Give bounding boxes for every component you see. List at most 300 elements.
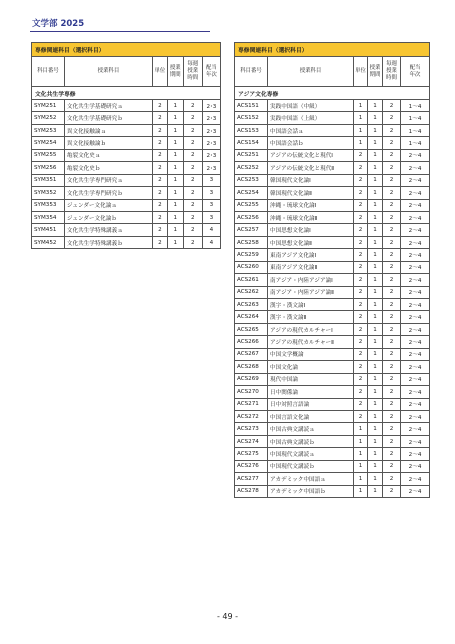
course-period: 1 xyxy=(368,236,383,248)
course-name: アジアの現代カルチャーⅡ xyxy=(268,336,354,348)
course-name: アジアの伝統文化と現代Ⅰ xyxy=(268,149,354,161)
course-period: 1 xyxy=(167,100,183,112)
course-credits: 2 xyxy=(354,336,368,348)
course-code: ACS270 xyxy=(235,386,268,398)
column-header-period: 授業 期間 xyxy=(368,57,383,87)
table-row xyxy=(235,211,430,223)
table-row xyxy=(235,473,430,485)
course-year: 1～4 xyxy=(401,112,430,124)
course-period: 1 xyxy=(368,348,383,360)
table-row xyxy=(32,236,221,248)
column-header-year: 配当 年次 xyxy=(401,57,430,87)
column-header-code: 科目番号 xyxy=(235,57,268,87)
course-code: ACS253 xyxy=(235,174,268,186)
course-credits: 2 xyxy=(354,348,368,360)
course-name: ジェンダー文化論ｂ xyxy=(64,211,152,223)
table-row xyxy=(235,174,430,186)
course-name: 文化共生学特殊講義ｂ xyxy=(64,236,152,248)
course-year: 2～4 xyxy=(401,435,430,447)
course-code: ACS265 xyxy=(235,323,268,335)
course-code: SYM354 xyxy=(32,211,65,223)
table-row xyxy=(32,149,221,161)
course-credits: 2 xyxy=(354,373,368,385)
course-credits: 2 xyxy=(152,174,167,186)
table-row xyxy=(235,348,430,360)
course-credits: 2 xyxy=(152,211,167,223)
course-weekly-hours: 2 xyxy=(383,386,401,398)
left-course-table xyxy=(31,42,221,249)
table-row xyxy=(235,485,430,497)
course-year: 3 xyxy=(202,174,220,186)
course-name: アカデミック中国語ｂ xyxy=(268,485,354,497)
course-credits: 1 xyxy=(354,485,368,497)
course-period: 1 xyxy=(368,299,383,311)
course-year: 2～4 xyxy=(401,162,430,174)
course-period: 1 xyxy=(167,224,183,236)
course-credits: 2 xyxy=(152,124,167,136)
table-row xyxy=(32,224,221,236)
course-credits: 1 xyxy=(354,460,368,472)
course-code: ACS268 xyxy=(235,361,268,373)
course-credits: 2 xyxy=(354,199,368,211)
course-code: ACS275 xyxy=(235,448,268,460)
table-row xyxy=(32,137,221,149)
course-name: 韓国現代文化論Ⅰ xyxy=(268,174,354,186)
course-name: アジアの現代カルチャーⅠ xyxy=(268,323,354,335)
page-header xyxy=(30,14,210,32)
course-weekly-hours: 2 xyxy=(383,361,401,373)
course-credits: 2 xyxy=(354,236,368,248)
column-header-weekly: 毎週 授業 時間 xyxy=(183,57,202,87)
course-name: 亀裂文化史ｂ xyxy=(64,162,152,174)
course-period: 1 xyxy=(167,137,183,149)
course-period: 1 xyxy=(368,112,383,124)
course-period: 1 xyxy=(368,137,383,149)
course-credits: 2 xyxy=(152,224,167,236)
course-year: 2～4 xyxy=(401,398,430,410)
course-weekly-hours: 2 xyxy=(383,124,401,136)
course-weekly-hours: 2 xyxy=(383,473,401,485)
course-period: 1 xyxy=(368,224,383,236)
course-name: アジアの伝統文化と現代Ⅱ xyxy=(268,162,354,174)
course-code: ACS273 xyxy=(235,423,268,435)
course-credits: 2 xyxy=(354,162,368,174)
table-row xyxy=(235,299,430,311)
course-credits: 2 xyxy=(354,410,368,422)
course-credits: 2 xyxy=(152,112,167,124)
course-weekly-hours: 2 xyxy=(183,174,202,186)
course-year: 2～4 xyxy=(401,249,430,261)
course-period: 1 xyxy=(368,149,383,161)
right-course-table xyxy=(234,42,430,498)
course-credits: 2 xyxy=(354,361,368,373)
course-weekly-hours: 2 xyxy=(383,348,401,360)
course-credits: 2 xyxy=(354,299,368,311)
course-period: 1 xyxy=(368,323,383,335)
course-name: 中国語会話ｂ xyxy=(268,137,354,149)
course-year: 2～4 xyxy=(401,323,430,335)
course-period: 1 xyxy=(368,410,383,422)
table-row xyxy=(235,112,430,124)
course-credits: 1 xyxy=(354,112,368,124)
table-row xyxy=(32,199,221,211)
course-weekly-hours: 2 xyxy=(383,162,401,174)
course-credits: 1 xyxy=(354,473,368,485)
table-row xyxy=(235,199,430,211)
course-weekly-hours: 2 xyxy=(383,423,401,435)
course-code: SYM256 xyxy=(32,162,65,174)
table-row xyxy=(235,423,430,435)
course-name: 日中関係論 xyxy=(268,386,354,398)
course-name: 中国思想文化論Ⅰ xyxy=(268,224,354,236)
course-weekly-hours: 2 xyxy=(383,261,401,273)
course-weekly-hours: 2 xyxy=(383,224,401,236)
course-year: 2～4 xyxy=(401,473,430,485)
table-row xyxy=(32,174,221,186)
course-name: 日中対照言語論 xyxy=(268,398,354,410)
course-period: 1 xyxy=(368,174,383,186)
table-row xyxy=(235,261,430,273)
course-year: 3 xyxy=(202,187,220,199)
course-credits: 2 xyxy=(354,274,368,286)
course-weekly-hours: 2 xyxy=(383,187,401,199)
course-weekly-hours: 2 xyxy=(383,199,401,211)
course-period: 1 xyxy=(368,249,383,261)
course-year: 2～4 xyxy=(401,299,430,311)
table-row xyxy=(235,361,430,373)
table-row xyxy=(235,336,430,348)
course-code: ACS269 xyxy=(235,373,268,385)
course-period: 1 xyxy=(167,236,183,248)
course-code: ACS274 xyxy=(235,435,268,447)
course-code: ACS152 xyxy=(235,112,268,124)
course-code: ACS258 xyxy=(235,236,268,248)
course-year: 2･3 xyxy=(202,124,220,136)
course-code: SYM351 xyxy=(32,174,65,186)
course-weekly-hours: 2 xyxy=(183,224,202,236)
course-period: 1 xyxy=(167,112,183,124)
course-period: 1 xyxy=(368,473,383,485)
course-credits: 2 xyxy=(354,211,368,223)
course-code: ACS260 xyxy=(235,261,268,273)
table-row xyxy=(32,124,221,136)
column-header-weekly: 毎週 授業 時間 xyxy=(383,57,401,87)
course-name: 文化共生学基礎研究ｂ xyxy=(64,112,152,124)
course-weekly-hours: 2 xyxy=(383,112,401,124)
course-period: 1 xyxy=(368,373,383,385)
course-code: ACS276 xyxy=(235,460,268,472)
course-name: 実践中国語（上級） xyxy=(268,112,354,124)
course-name: 中国古典文講読ａ xyxy=(268,423,354,435)
course-weekly-hours: 2 xyxy=(383,274,401,286)
course-code: ACS153 xyxy=(235,124,268,136)
course-year: 3 xyxy=(202,199,220,211)
course-name: 南アジア・内陸アジア論Ⅱ xyxy=(268,286,354,298)
course-credits: 2 xyxy=(354,386,368,398)
course-weekly-hours: 2 xyxy=(383,398,401,410)
course-name: 中国文化論 xyxy=(268,361,354,373)
course-credits: 2 xyxy=(152,149,167,161)
course-code: ACS266 xyxy=(235,336,268,348)
course-code: ACS264 xyxy=(235,311,268,323)
course-weekly-hours: 2 xyxy=(183,100,202,112)
course-name: 文化共生学基礎研究ａ xyxy=(64,100,152,112)
course-period: 1 xyxy=(368,361,383,373)
course-year: 1～4 xyxy=(401,137,430,149)
course-code: ACS263 xyxy=(235,299,268,311)
course-year: 2～4 xyxy=(401,485,430,497)
course-code: ACS251 xyxy=(235,149,268,161)
course-weekly-hours: 2 xyxy=(183,236,202,248)
course-year: 2～4 xyxy=(401,448,430,460)
course-period: 1 xyxy=(368,448,383,460)
course-name: ジェンダー文化論ａ xyxy=(64,199,152,211)
course-name: 実践中国語（中級） xyxy=(268,100,354,112)
course-year: 2～4 xyxy=(401,311,430,323)
course-code: SYM353 xyxy=(32,199,65,211)
course-weekly-hours: 2 xyxy=(383,485,401,497)
course-credits: 2 xyxy=(152,187,167,199)
table-row xyxy=(235,124,430,136)
course-code: ACS271 xyxy=(235,398,268,410)
course-period: 1 xyxy=(368,386,383,398)
table-row xyxy=(235,460,430,472)
course-code: SYM452 xyxy=(32,236,65,248)
column-header-credits: 単位 xyxy=(354,57,368,87)
course-code: ACS259 xyxy=(235,249,268,261)
course-year: 2～4 xyxy=(401,199,430,211)
course-period: 1 xyxy=(368,435,383,447)
course-period: 1 xyxy=(368,286,383,298)
course-year: 2･3 xyxy=(202,149,220,161)
table-row xyxy=(235,386,430,398)
table-row xyxy=(235,323,430,335)
course-code: ACS267 xyxy=(235,348,268,360)
course-credits: 2 xyxy=(354,286,368,298)
column-header-subject: 授業科目 xyxy=(64,57,152,87)
course-name: 異文化接触論ａ xyxy=(64,124,152,136)
course-year: 2～4 xyxy=(401,149,430,161)
course-weekly-hours: 2 xyxy=(183,137,202,149)
course-weekly-hours: 2 xyxy=(183,187,202,199)
course-weekly-hours: 2 xyxy=(383,336,401,348)
table-row xyxy=(235,311,430,323)
course-period: 1 xyxy=(368,261,383,273)
course-name: 現代中国論 xyxy=(268,373,354,385)
course-year: 2～4 xyxy=(401,274,430,286)
course-weekly-hours: 2 xyxy=(383,448,401,460)
course-name: 異文化接触論ｂ xyxy=(64,137,152,149)
course-weekly-hours: 2 xyxy=(383,174,401,186)
right-table-title: 専修関連科目（選択科目） xyxy=(235,43,430,57)
right-section-heading: アジア文化専修 xyxy=(235,87,430,100)
course-period: 1 xyxy=(368,336,383,348)
course-period: 1 xyxy=(368,124,383,136)
course-credits: 2 xyxy=(354,261,368,273)
course-name: 文化共生学専門研究ａ xyxy=(64,174,152,186)
course-credits: 2 xyxy=(354,149,368,161)
course-code: ACS278 xyxy=(235,485,268,497)
course-weekly-hours: 2 xyxy=(183,149,202,161)
course-name: 中国言語文化論 xyxy=(268,410,354,422)
table-row xyxy=(235,373,430,385)
course-year: 2～4 xyxy=(401,386,430,398)
course-weekly-hours: 2 xyxy=(383,460,401,472)
table-row xyxy=(32,187,221,199)
course-name: 漢字・漢文論Ⅱ xyxy=(268,311,354,323)
course-credits: 1 xyxy=(354,124,368,136)
course-name: 中国語会話ａ xyxy=(268,124,354,136)
course-period: 1 xyxy=(368,199,383,211)
table-row xyxy=(235,435,430,447)
table-row xyxy=(235,448,430,460)
course-code: ACS261 xyxy=(235,274,268,286)
course-year: 2･3 xyxy=(202,100,220,112)
table-row xyxy=(235,286,430,298)
course-period: 1 xyxy=(368,211,383,223)
course-weekly-hours: 2 xyxy=(183,211,202,223)
course-period: 1 xyxy=(368,485,383,497)
course-year: 2～4 xyxy=(401,373,430,385)
course-weekly-hours: 2 xyxy=(183,112,202,124)
course-name: アカデミック中国語ａ xyxy=(268,473,354,485)
course-year: 2～4 xyxy=(401,410,430,422)
course-year: 2～4 xyxy=(401,361,430,373)
course-weekly-hours: 2 xyxy=(383,211,401,223)
course-code: ACS154 xyxy=(235,137,268,149)
page-header-title: 文学部 2025 xyxy=(32,19,85,29)
course-year: 2～4 xyxy=(401,187,430,199)
course-year: 2～4 xyxy=(401,261,430,273)
table-row xyxy=(235,149,430,161)
course-year: 2～4 xyxy=(401,423,430,435)
course-weekly-hours: 2 xyxy=(383,286,401,298)
course-name: 沖縄・琉球文化論Ⅰ xyxy=(268,199,354,211)
course-credits: 2 xyxy=(152,162,167,174)
course-year: 2･3 xyxy=(202,137,220,149)
table-row xyxy=(235,137,430,149)
course-name: 文化共生学特殊講義ａ xyxy=(64,224,152,236)
course-credits: 2 xyxy=(354,187,368,199)
course-year: 1～4 xyxy=(401,124,430,136)
course-code: SYM252 xyxy=(32,112,65,124)
course-name: 中国現代文講読ａ xyxy=(268,448,354,460)
course-code: ACS254 xyxy=(235,187,268,199)
course-period: 1 xyxy=(368,187,383,199)
course-weekly-hours: 2 xyxy=(383,410,401,422)
table-row xyxy=(32,100,221,112)
course-name: 東南アジア文化論Ⅱ xyxy=(268,261,354,273)
course-period: 1 xyxy=(368,460,383,472)
table-row xyxy=(32,211,221,223)
course-period: 1 xyxy=(167,174,183,186)
course-code: ACS272 xyxy=(235,410,268,422)
course-period: 1 xyxy=(368,162,383,174)
course-weekly-hours: 2 xyxy=(383,236,401,248)
course-credits: 2 xyxy=(152,100,167,112)
course-code: ACS257 xyxy=(235,224,268,236)
course-period: 1 xyxy=(167,149,183,161)
course-credits: 2 xyxy=(354,311,368,323)
course-weekly-hours: 2 xyxy=(383,249,401,261)
course-period: 1 xyxy=(167,211,183,223)
course-weekly-hours: 2 xyxy=(383,149,401,161)
course-year: 2･3 xyxy=(202,112,220,124)
course-period: 1 xyxy=(167,199,183,211)
table-row xyxy=(235,224,430,236)
table-row xyxy=(235,100,430,112)
table-row xyxy=(235,398,430,410)
course-credits: 1 xyxy=(354,137,368,149)
course-name: 文化共生学専門研究ｂ xyxy=(64,187,152,199)
course-credits: 2 xyxy=(354,174,368,186)
left-section-heading: 文化共生学専修 xyxy=(32,87,221,100)
course-year: 4 xyxy=(202,236,220,248)
course-code: ACS262 xyxy=(235,286,268,298)
course-code: SYM451 xyxy=(32,224,65,236)
course-name: 沖縄・琉球文化論Ⅱ xyxy=(268,211,354,223)
course-code: SYM254 xyxy=(32,137,65,149)
course-period: 1 xyxy=(167,124,183,136)
course-credits: 2 xyxy=(152,137,167,149)
course-name: 中国現代文講読ｂ xyxy=(268,460,354,472)
course-period: 1 xyxy=(368,398,383,410)
left-table-title: 専修関連科目（選択科目） xyxy=(32,43,221,57)
course-name: 南アジア・内陸アジア論Ⅰ xyxy=(268,274,354,286)
course-year: 2～4 xyxy=(401,286,430,298)
course-year: 3 xyxy=(202,211,220,223)
course-name: 亀裂文化史ａ xyxy=(64,149,152,161)
course-name: 韓国現代文化論Ⅱ xyxy=(268,187,354,199)
course-weekly-hours: 2 xyxy=(183,162,202,174)
course-year: 2～4 xyxy=(401,336,430,348)
course-weekly-hours: 2 xyxy=(383,435,401,447)
course-code: SYM253 xyxy=(32,124,65,136)
course-name: 漢字・漢文論Ⅰ xyxy=(268,299,354,311)
course-credits: 1 xyxy=(354,100,368,112)
course-weekly-hours: 2 xyxy=(383,137,401,149)
course-year: 4 xyxy=(202,224,220,236)
course-weekly-hours: 2 xyxy=(183,199,202,211)
column-header-credits: 単位 xyxy=(152,57,167,87)
course-year: 2～4 xyxy=(401,348,430,360)
course-year: 1～4 xyxy=(401,100,430,112)
table-row xyxy=(235,162,430,174)
course-period: 1 xyxy=(167,162,183,174)
course-credits: 2 xyxy=(354,323,368,335)
course-credits: 2 xyxy=(152,236,167,248)
course-name: 中国思想文化論Ⅱ xyxy=(268,236,354,248)
course-year: 2～4 xyxy=(401,460,430,472)
course-code: SYM255 xyxy=(32,149,65,161)
table-row xyxy=(235,410,430,422)
course-code: ACS151 xyxy=(235,100,268,112)
course-weekly-hours: 2 xyxy=(383,373,401,385)
course-period: 1 xyxy=(368,311,383,323)
course-period: 1 xyxy=(368,274,383,286)
course-credits: 2 xyxy=(354,224,368,236)
course-year: 2･3 xyxy=(202,162,220,174)
table-row xyxy=(235,249,430,261)
course-year: 2～4 xyxy=(401,224,430,236)
course-credits: 1 xyxy=(354,448,368,460)
course-credits: 1 xyxy=(354,435,368,447)
course-period: 1 xyxy=(368,423,383,435)
course-period: 1 xyxy=(167,187,183,199)
course-code: ACS277 xyxy=(235,473,268,485)
table-row xyxy=(235,236,430,248)
course-weekly-hours: 2 xyxy=(383,323,401,335)
